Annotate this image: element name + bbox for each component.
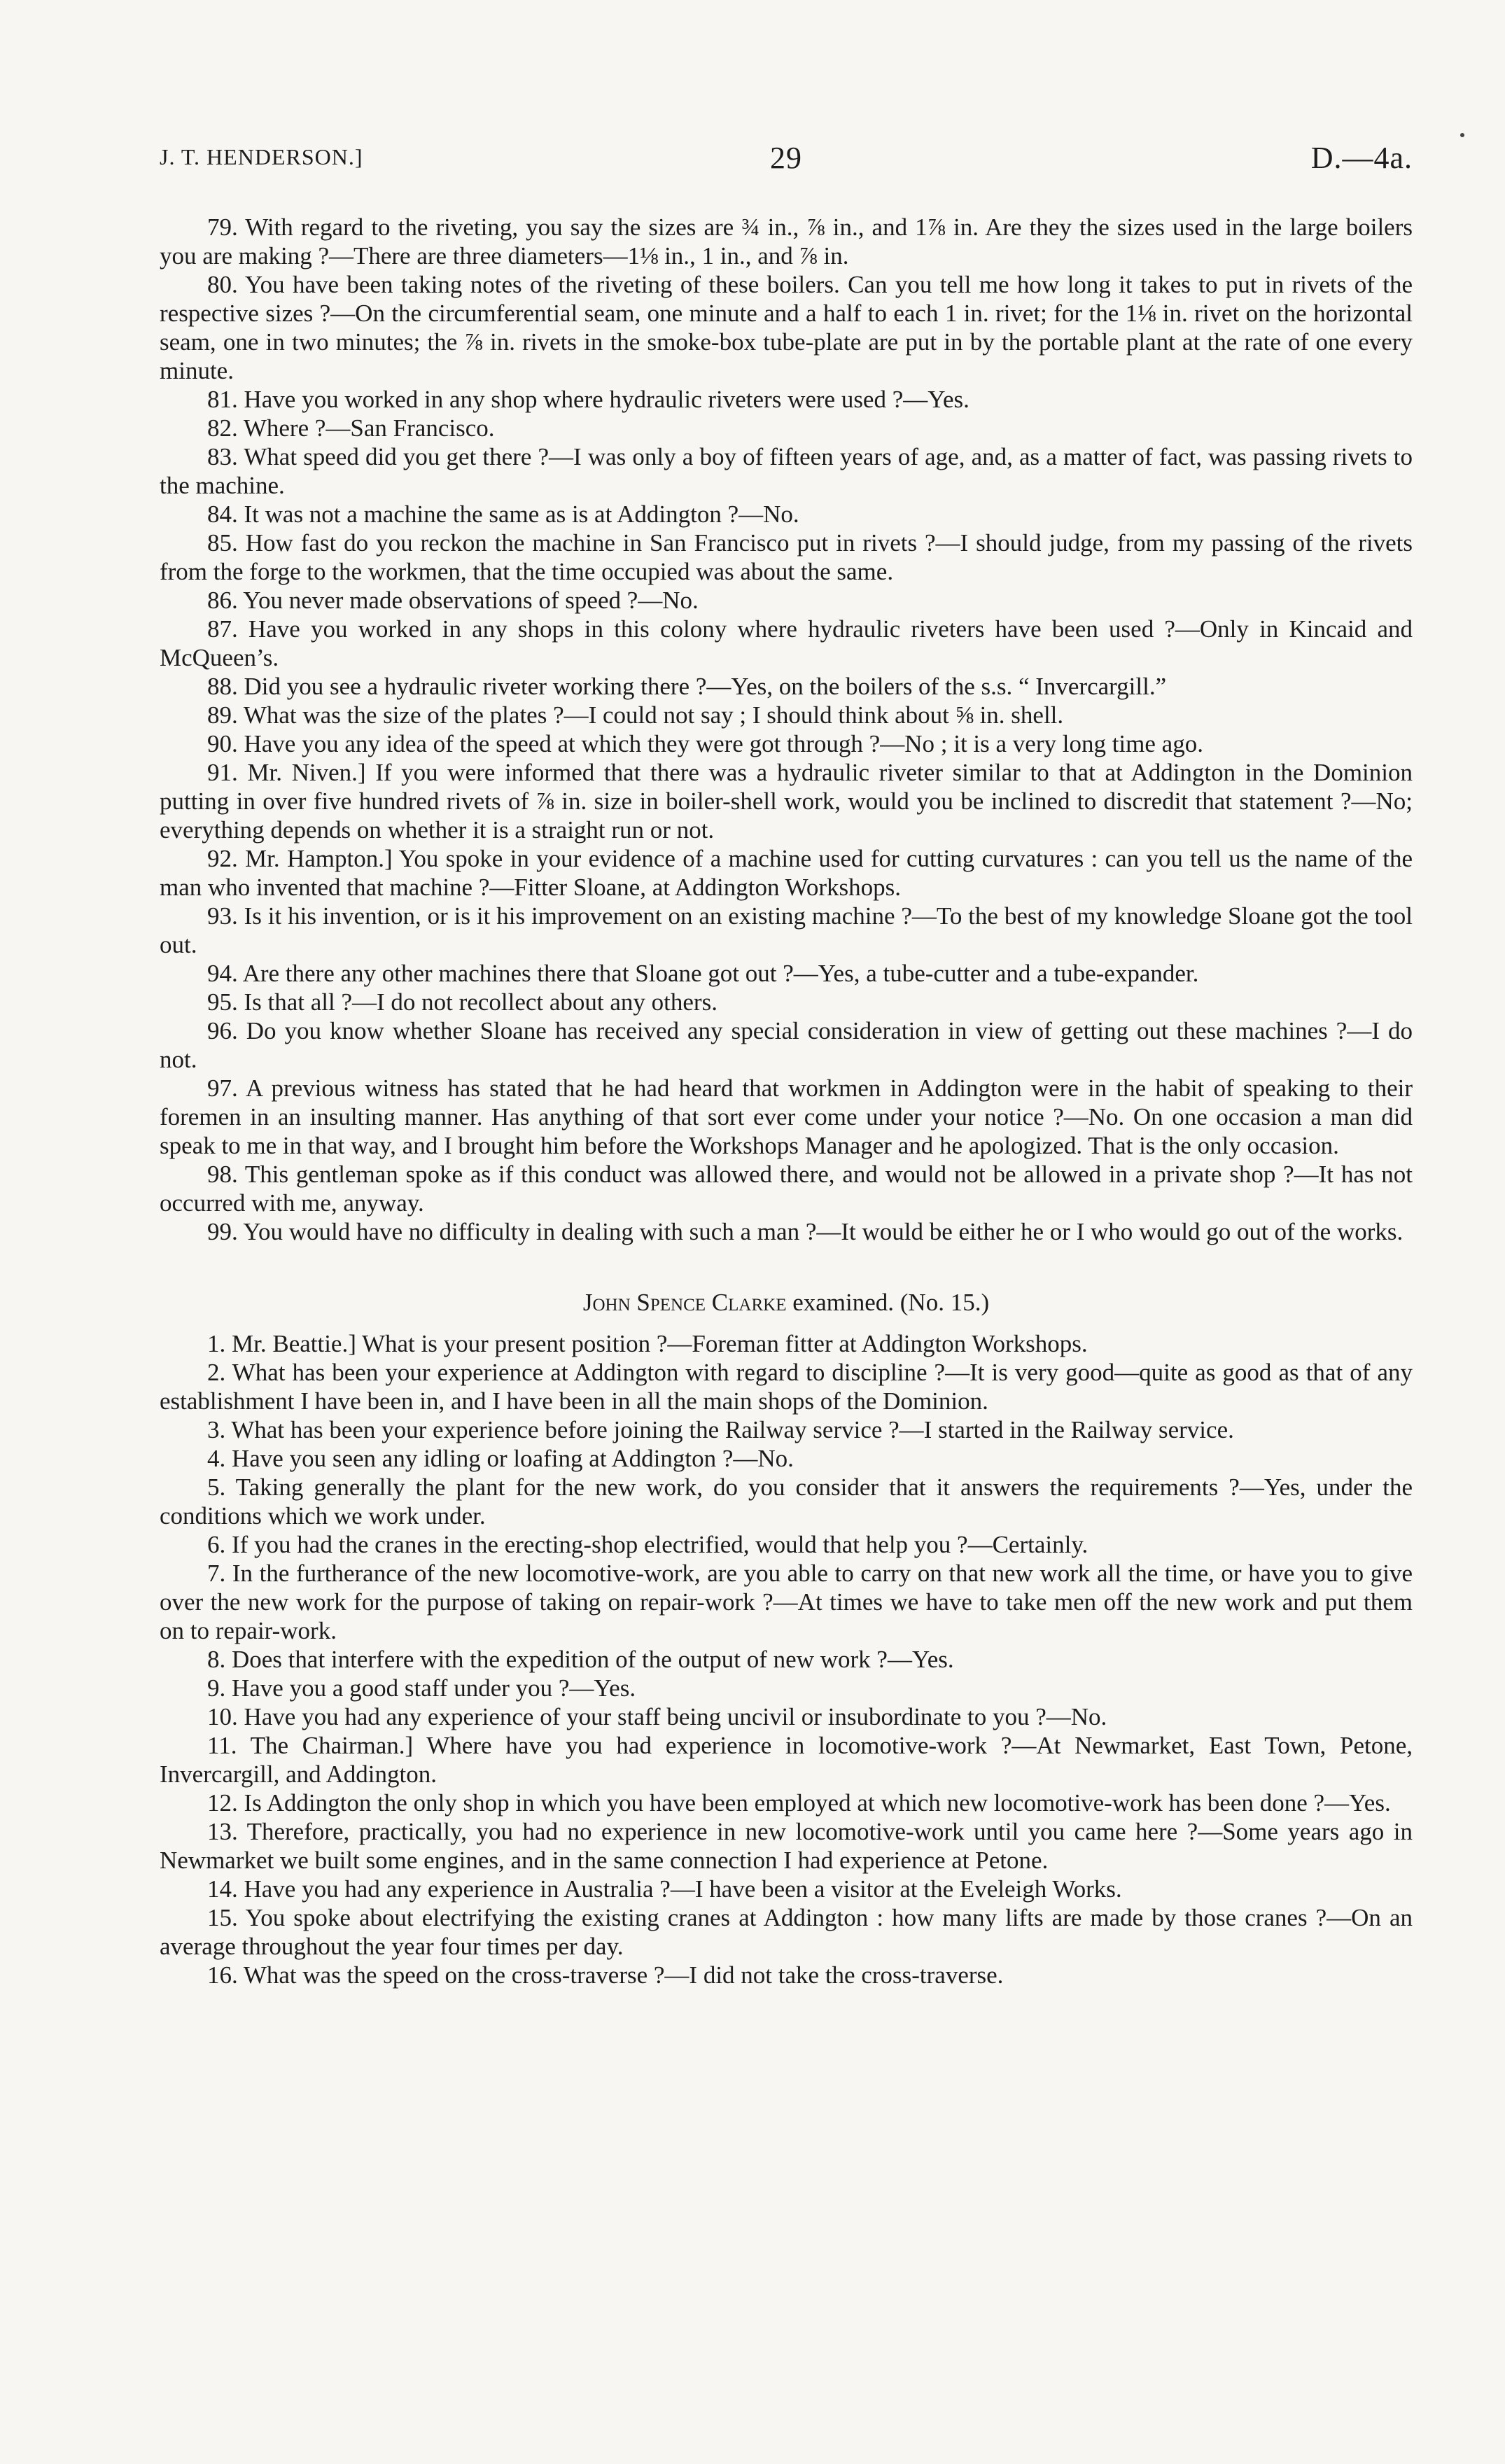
paragraph-q9: 9. Have you a good staff under you ?—Yes. [207, 1674, 636, 1702]
paragraph-q98: 98. This gentleman spoke as if this conduct was allowed there, and would not be allowed in a private shop ?—It has not occurred with me, anyway. [160, 1161, 1413, 1217]
paragraph-q85: 85. How fast do you reckon the machine in San Francisco put in rivets ?—I should judge, from my passing of the rivets from the forge to the workmen, that the time occupied was about the same. [160, 529, 1413, 585]
paragraph-q6: 6. If you had the cranes in the erecting-shop electrified, would that help you ?—Certainly. [207, 1531, 1088, 1558]
paragraph-q2: 2. What has been your experience at Addington with regard to discipline ?—It is very good—quite as good as that of any establishment I have been in, and I have been in all the main shops of the Dominion. [160, 1359, 1413, 1415]
page-header [160, 140, 1413, 182]
paragraph-q80: 80. You have been taking notes of the riveting of these boilers. Can you tell me how long it takes to put in rivets of the respective sizes ?—On the circumferential seam, one minute and a half to each 1 in. rivet; for the 1⅛ in. rivet on the horizontal seam, one in two minutes; the ⅞ in. rivets in the smoke-box tube-plate are put in by the portable plant at the rate of one every minute. [160, 271, 1413, 384]
paragraph-q95: 95. Is that all ?—I do not recollect about any others. [207, 988, 718, 1016]
paragraph-q15: 15. You spoke about electrifying the existing cranes at Addington : how many lifts are made by those cranes ?—On an average throughout the year four times per day. [160, 1904, 1413, 1960]
paragraph-q87: 87. Have you worked in any shops in this colony where hydraulic riveters have been used ?—Only in Kincaid and McQueen’s. [160, 615, 1413, 671]
header-witness-name: J. T. HENDERSON.] [160, 144, 363, 169]
page-speck [1460, 133, 1464, 137]
witness-heading [160, 1288, 1413, 1317]
paragraph-q83: 83. What speed did you get there ?—I was only a boy of fifteen years of age, and, as a matter of fact, was passing rivets to the machine. [160, 443, 1413, 499]
paragraph-q90: 90. Have you any idea of the speed at which they were got through ?—No ; it is a very long time ago. [207, 730, 1203, 757]
paragraph-q10: 10. Have you had any experience of your staff being uncivil or insubordinate to you ?—No. [207, 1703, 1107, 1730]
paragraph-q5: 5. Taking generally the plant for the new work, do you consider that it answers the requirements ?—Yes, under the conditions which we work under. [160, 1474, 1413, 1530]
paragraph-q88: 88. Did you see a hydraulic riveter working there ?—Yes, on the boilers of the s.s. “ Invercargill.” [207, 673, 1167, 700]
paragraph-q89: 89. What was the size of the plates ?—I could not say ; I should think about ⅝ in. shell. [207, 701, 1064, 729]
paragraph-q13: 13. Therefore, practically, you had no experience in new locomotive-work until you came here ?—Some years ago in Newmarket we built some engines, and in the same connection I had experience at Petone. [160, 1818, 1413, 1874]
paragraph-q79: 79. With regard to the riveting, you say the sizes are ¾ in., ⅞ in., and 1⅞ in. Are they the sizes used in the large boilers you are making ?—There are three diameters—1⅛ in., 1 in., and ⅞ in. [160, 214, 1413, 270]
paragraph-q11: 11. The Chairman.] Where have you had experience in locomotive-work ?—At Newmarket, East Town, Petone, Invercargill, and Addington. [160, 1732, 1413, 1788]
paragraph-q4: 4. Have you seen any idling or loafing at Addington ?—No. [207, 1445, 794, 1472]
paragraph-q3: 3. What has been your experience before joining the Railway service ?—I started in the Railway service. [207, 1416, 1234, 1443]
paragraph-q7: 7. In the furtherance of the new locomotive-work, are you able to carry on that new work all the time, or have you to give over the new work for the purpose of taking on repair-work ?—At times we have to take men off the new work and put them on to repair-work. [160, 1560, 1413, 1644]
paragraph-q92: 92. Mr. Hampton.] You spoke in your evidence of a machine used for cutting curvatures : can you tell us the name of the man who invented that machine ?—Fitter Sloane, at Addington Workshops. [160, 845, 1413, 901]
paragraph-q86: 86. You never made observations of speed ?—No. [207, 587, 699, 614]
page-body [160, 213, 1413, 1989]
witness-name: John Spence Clarke [582, 1289, 787, 1316]
witness-heading-rest: examined. (No. 15.) [792, 1289, 990, 1316]
paragraph-q94: 94. Are there any other machines there that Sloane got out ?—Yes, a tube-cutter and a tube-expander. [207, 960, 1199, 987]
paragraph-q14: 14. Have you had any experience in Australia ?—I have been a visitor at the Eveleigh Works. [207, 1875, 1122, 1903]
testimony-section-clarke [160, 1329, 1413, 1989]
paragraph-q12: 12. Is Addington the only shop in which you have been employed at which new locomotive-work has been done ?—Yes. [207, 1789, 1391, 1816]
page-number: 29 [770, 141, 802, 175]
document-reference: D.—4a. [1310, 141, 1413, 175]
paragraph-q99: 99. You would have no difficulty in dealing with such a man ?—It would be either he or I who would go out of the works. [207, 1218, 1404, 1245]
paragraph-q97: 97. A previous witness has stated that he had heard that workmen in Addington were in the habit of speaking to their foremen in an insulting manner. Has anything of that sort ever come under your notice ?—No. On one occasion a man did speak to me in that way, and I brought him before the Workshops Manager and he apologized. That is the only occasion. [160, 1074, 1413, 1159]
paragraph-q81: 81. Have you worked in any shop where hydraulic riveters were used ?—Yes. [207, 386, 969, 413]
paragraph-q82: 82. Where ?—San Francisco. [207, 414, 495, 442]
paragraph-q16: 16. What was the speed on the cross-traverse ?—I did not take the cross-traverse. [207, 1961, 1004, 1989]
paragraph-q91: 91. Mr. Niven.] If you were informed that there was a hydraulic riveter similar to that at Addington in the Dominion putting in over five hundred rivets of ⅞ in. size in boiler-shell work, would you be inclined to discredit that statement ?—No; everything depends on whether it is a straight run or not. [160, 759, 1413, 844]
paragraph-q1: 1. Mr. Beattie.] What is your present position ?—Foreman fitter at Addington Workshops. [207, 1330, 1088, 1357]
paragraph-q84: 84. It was not a machine the same as is at Addington ?—No. [207, 500, 799, 528]
paragraph-q93: 93. Is it his invention, or is it his improvement on an existing machine ?—To the best of my knowledge Sloane got the tool out. [160, 902, 1413, 958]
testimony-section-henderson [160, 213, 1413, 1246]
paragraph-q96: 96. Do you know whether Sloane has received any special consideration in view of getting out these machines ?—I do not. [160, 1017, 1413, 1073]
paragraph-q8: 8. Does that interfere with the expedition of the output of new work ?—Yes. [207, 1646, 954, 1673]
